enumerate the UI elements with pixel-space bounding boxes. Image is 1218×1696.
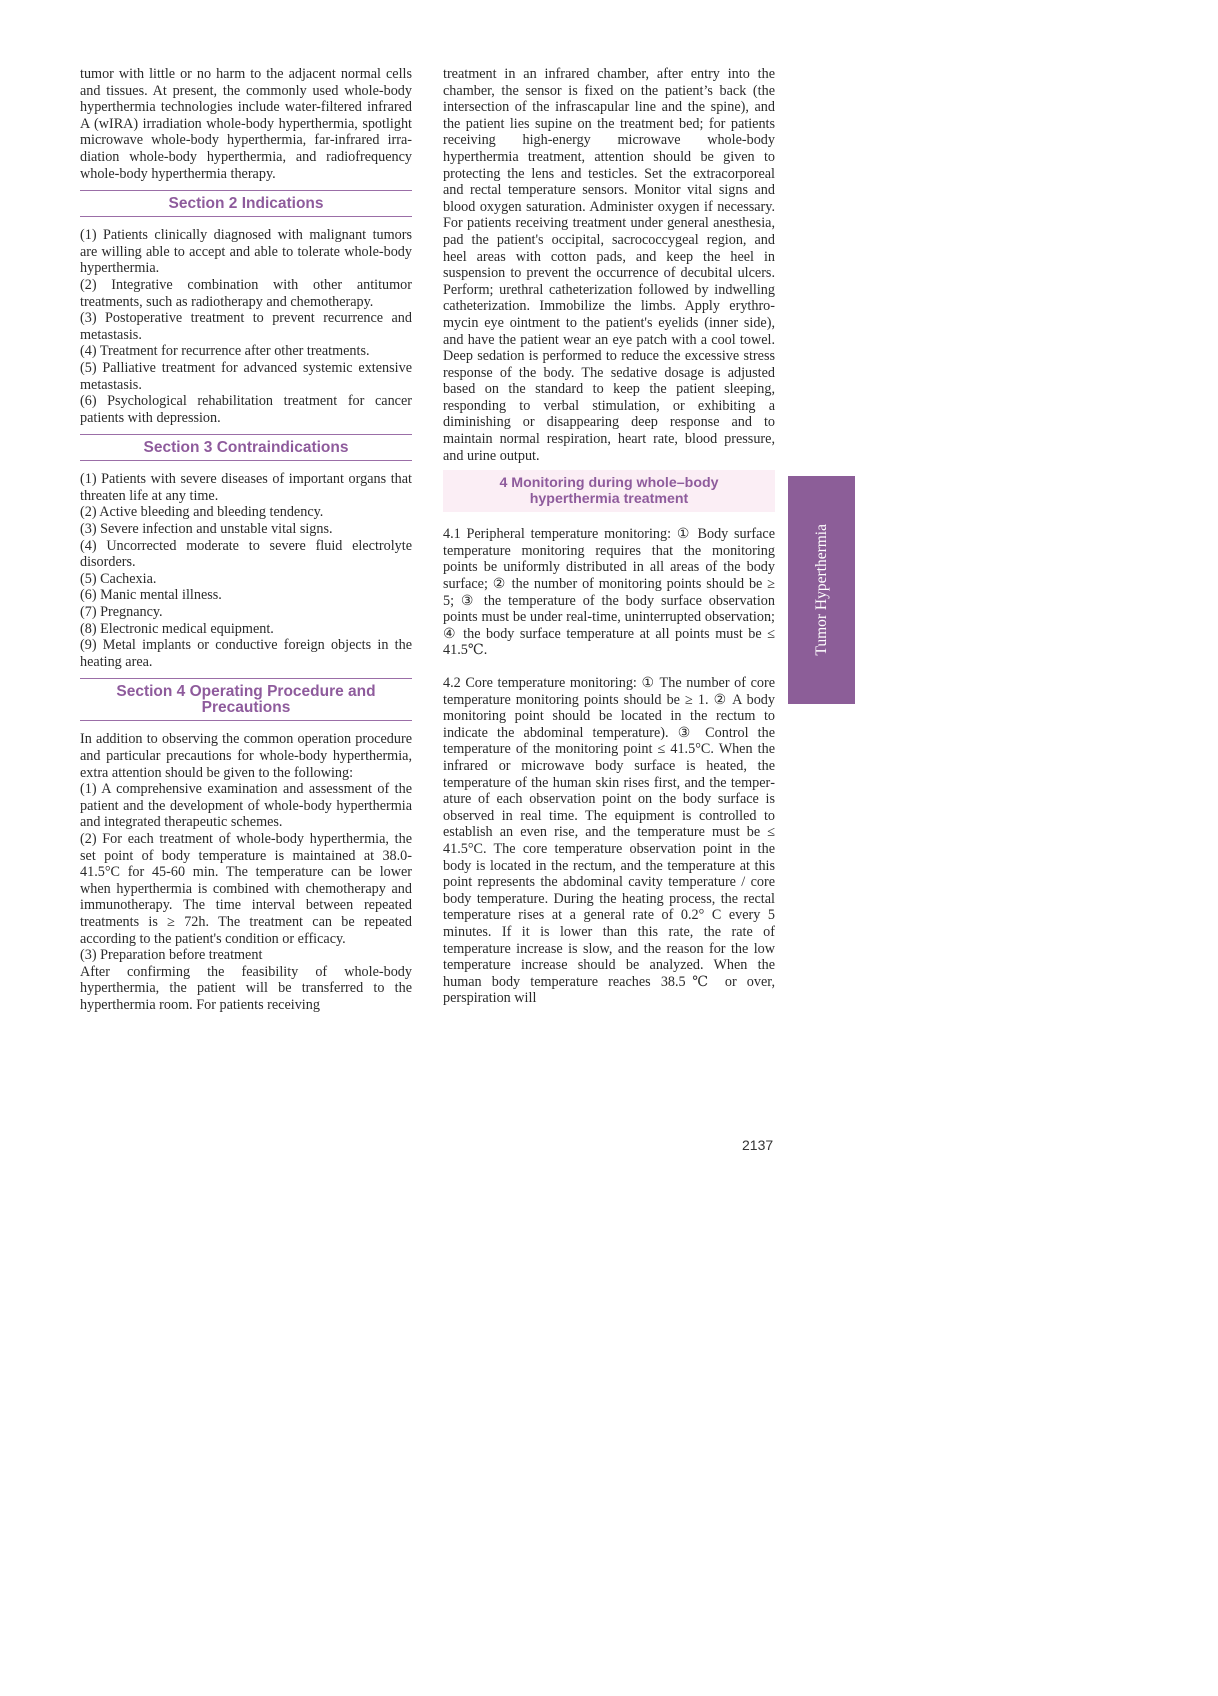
subsection-4-heading-line2: hyperthermia treatment — [529, 491, 689, 508]
contraindication-item: (4) Uncorrected moderate to severe fluid electrolyte disorders. — [80, 537, 412, 571]
indication-item: (3) Postoperative treatment to prevent recurrence and metastasis. — [80, 310, 412, 343]
contraindication-item: (3) Severe infection and unstable vital signs. — [80, 521, 333, 538]
right-column — [443, 66, 775, 1007]
contraindication-item: (1) Patients with severe diseases of important organs that threaten life at any time. — [80, 471, 412, 504]
contraindication-item: (2) Active bleeding and bleeding tendency. — [80, 504, 324, 521]
section-4-heading-line2: Precautions — [201, 699, 291, 717]
page-number: 2137 — [742, 1137, 774, 1153]
section-4-intro: In addition to observing the common operation procedure and particular precautions for whole-body hyperthermia, extra attention should be given to the following: — [80, 731, 412, 781]
contraindication-item: (7) Pregnancy. — [80, 604, 163, 621]
side-tab — [788, 476, 855, 704]
procedure-item: (1) A comprehensive examination and assessment of the patient and the development of whole-body hyperthermia and integrated therapeutic schemes. — [80, 781, 412, 831]
subsection-4-heading — [443, 470, 775, 512]
indication-item: (2) Integrative combination with other antitumor treatments, such as radiotherapy and chemotherapy. — [80, 276, 412, 310]
left-column — [80, 66, 412, 1014]
contraindication-item: (5) Cachexia. — [80, 570, 157, 587]
contraindication-item: (6) Manic mental illness. — [80, 587, 222, 604]
indication-item: (6) Psychological rehabilitation treatment for cancer patients with depression. — [80, 393, 412, 426]
procedure-item: (2) For each treatment of whole-body hyperthermia, the set point of body temperature is maintained at 38.0-41.5°C for 45-60 min. The temperature can be lower when hyperthermia is combined with chemotherapy and immunotherapy. The time interval between repeated treatments is ≥ 72h. The treatment can be repeated according to the patient's condition or efficacy. — [80, 830, 412, 947]
contraindication-item: (9) Metal implants or conductive foreign objects in the heating area. — [80, 637, 412, 670]
intro-paragraph: tumor with little or no harm to the adjacent normal cells and tissues. At present, the commonly used whole-body hyperthermia technologies include water-filtered infrared A (wIRA) irradiation whole-body hyperthermia, spotlight microwave whole-body hyperthermia, far-infrared irradiation whole-body hyperthermia, and radiofrequency whole-body hyperthermia therapy. — [80, 66, 412, 182]
core-monitoring-paragraph: 4.2 Core temperature monitoring: ① The number of core temperature monitoring points should be ≥ 1. ② A body monitoring point should be located in the rectum to indicate the abdominal temperature). ③ Control the temperature of the monitoring point ≤ 41.5°C. When the infrared or microwave body surface is heated, the temperature of the human skin rises first, and the temperature of each observation point on the body surface is observed in real time. The equipment is controlled to establish an even rise, and the temperature must be ≤ 41.5°C. The core temperature observation point in the body is located in the rectum, and the temperature at this point represents the abdominal cavity temperature / core body temperature. During the heating process, the rectal temperature rises at a general rate of 0.2° C every 5 minutes. If it is lower than this rate, the rate of temperature increase is slow, and the reason for the low temperature increase should be analyzed. When the human body temperature reaches 38.5℃ or over, perspiration will — [443, 675, 775, 1007]
procedure-item: (3) Preparation before treatment — [80, 947, 263, 964]
section-4-heading — [80, 678, 412, 721]
indication-item: (4) Treatment for recurrence after other treatments. — [80, 343, 370, 360]
continuation-paragraph: treatment in an infrared chamber, after entry into the chamber, the sensor is fixed on the patient’s back (the intersection of the infrascapular line and the spine), and the patient lies supine on the treatment bed; for patients receiving high-energy microwave whole-body hyperthermia treatment, attention should be given to protecting the lens and testicles. Set the extracorporeal and rectal temperature sensors. Monitor vital signs and blood oxygen saturation. Administer oxygen if necessary. For patients receiving treatment under general anesthesia, pad the patient's occipital, sacrococcygeal region, and heel areas with cotton pads, and keep the heel in suspension to prevent the occurrence of decubital ulcers. Perform; urethral catheterization followed by indwelling catheterization. Immobilize the limbs. Apply erythromycin eye ointment to the patient's eyelids (inner side), and have the patient wear an eye patch with a cool towel. Deep sedation is performed to reduce the excessive stress response of the body. The sedative dosage is adjusted based on the standard to keep the patient sleeping, responding to verbal stimulation, or exhibiting a diminishing or disappearing deep response and to maintain normal respiration, heart rate, blood pressure, and urine output. — [443, 66, 775, 464]
peripheral-monitoring-paragraph: 4.1 Peripheral temperature monitoring: ① Body surface temperature monitoring requires that the monitoring points be uniformly distributed in all areas of the body surface; ② the number of monitoring points should be ≥ 5; ③ the temperature of the body surface observation points must be under real-time, uninterrupted observation; ④ the body surface temperature at all points must be ≤ 41.5℃. — [443, 526, 775, 659]
contraindication-item: (8) Electronic medical equipment. — [80, 620, 274, 637]
indication-item: (1) Patients clinically diagnosed with malignant tumors are willing able to accept and able to tolerate whole-body hyperthermia. — [80, 227, 412, 277]
side-tab-label: Tumor Hyperthermia — [812, 524, 830, 656]
section-2-heading: Section 2 Indications — [80, 190, 412, 217]
indication-item: (5) Palliative treatment for advanced systemic extensive metastasis. — [80, 359, 412, 393]
preparation-paragraph: After confirming the feasibility of whole-body hyperthermia, the patient will be transferred to the hyperthermia room. For patients receiving — [80, 963, 412, 1013]
subsection-4-heading-line1: 4 Monitoring during whole–body — [499, 475, 719, 492]
section-4-heading-line1: Section 4 Operating Procedure and — [116, 683, 376, 701]
section-3-heading: Section 3 Contraindications — [80, 434, 412, 461]
paragraph-gap — [443, 659, 775, 675]
